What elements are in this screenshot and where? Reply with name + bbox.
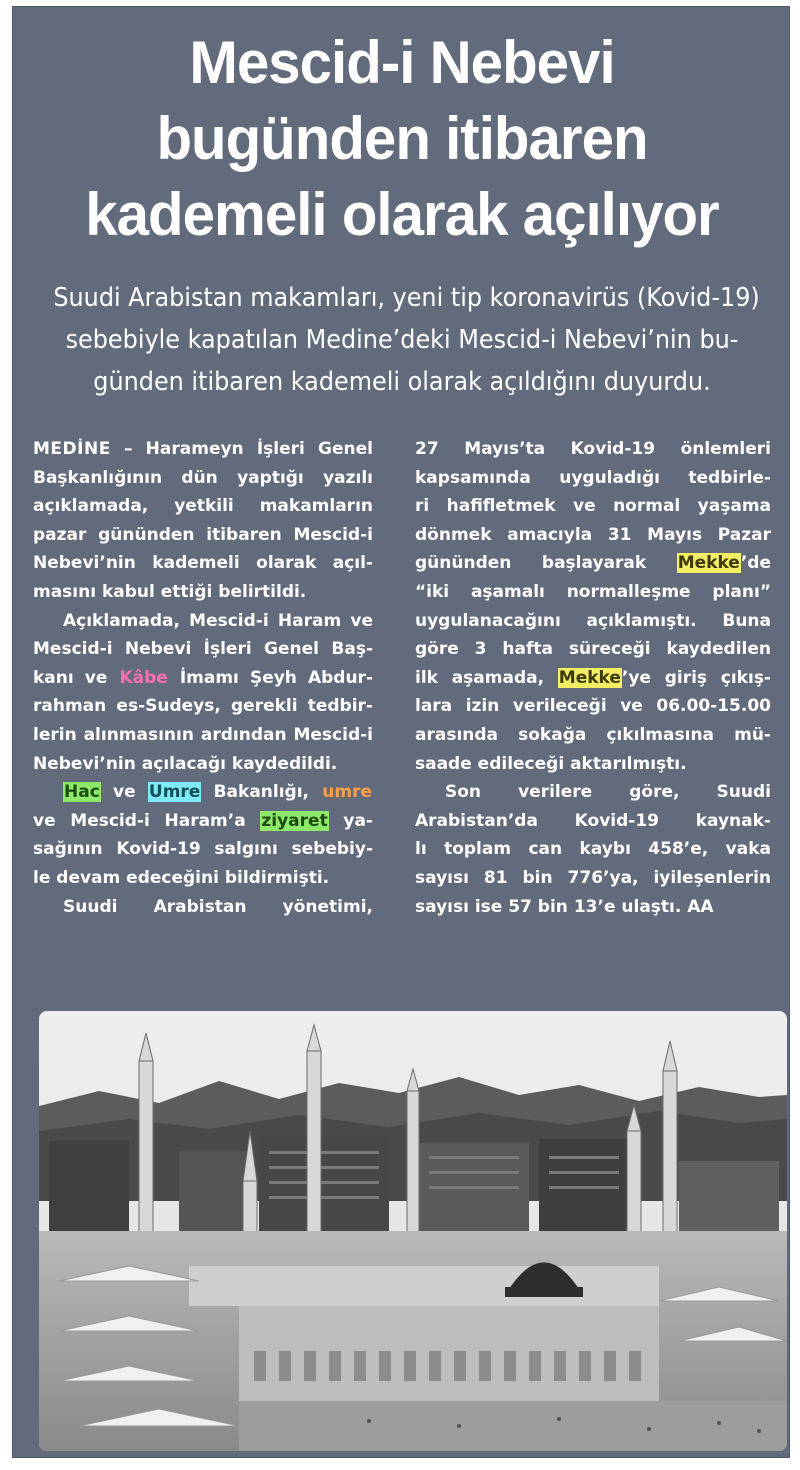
text-line: lara izin verileceği ve 06.00-15.00: [415, 696, 771, 717]
text-line: Arabistan’da Kovid-19 kaynak-: [415, 810, 771, 831]
text-line: dönmek amacıyla 31 Mayıs Pazar: [415, 524, 771, 545]
text-line: [33, 435, 373, 464]
text-fragment: ’de: [740, 553, 771, 574]
text-line: Nebevi’nin açılacağı kaydedildi.: [33, 753, 338, 774]
keyword-link-hac[interactable]: Hac: [64, 782, 100, 803]
text-line: Son verilere göre, Suudi: [445, 782, 771, 803]
dateline: MEDİNE: [33, 439, 111, 459]
text-fragment: – Harameyn İşleri Genel: [110, 439, 373, 459]
mosque-photo: [39, 1011, 787, 1451]
headline: [25, 25, 780, 253]
text-fragment: ve: [100, 782, 148, 803]
text-line: lı toplam can kaybı 458’e, vaka: [415, 839, 771, 860]
text-fragment: ’ye giriş çıkış-: [621, 667, 771, 688]
text-line: sağının Kovid-19 salgını sebebiy-: [33, 839, 373, 860]
subtitle-line-3: günden itibaren kademeli olarak açıldığını duyurdu.: [93, 367, 711, 397]
text-line: le devam edeceğini bildirmişti.: [33, 867, 330, 888]
text-fragment: Bakanlığı,: [201, 782, 322, 803]
text-line: rahman es-Sudeys, gerekli tedbir-: [33, 696, 373, 717]
text-line: “iki aşamalı normalleşme planı”: [415, 581, 771, 602]
text-line: sayısı ise 57 bin 13’e ulaştı. AA: [415, 896, 714, 917]
keyword-link-umre[interactable]: Umre: [148, 782, 201, 803]
text-line: [33, 778, 373, 807]
text-line: Suudi Arabistan yönetimi,: [63, 896, 373, 917]
text-line: [33, 807, 373, 836]
text-fragment: ve Mescid-i Haram’a: [33, 810, 261, 831]
text-line: uygulanacağını açıklamıştı. Buna: [415, 610, 771, 631]
text-fragment: ya-: [328, 810, 373, 831]
keyword-link-mekke[interactable]: Mekke: [677, 553, 740, 574]
text-line: saade edileceği aktarılmıştı.: [415, 753, 687, 774]
text-line: açıklamada, yetkili makamların: [33, 496, 373, 517]
subtitle: [53, 277, 760, 403]
text-line: [33, 664, 373, 693]
text-line: sayısı 81 bin 776’ya, iyileşenlerin: [415, 867, 771, 888]
text-line: [415, 664, 771, 693]
keyword-link-kabe[interactable]: Kâbe: [119, 667, 168, 688]
text-line: pazar gününden itibaren Mescid-i: [33, 524, 373, 545]
text-line: arasında sokağa çıkılmasına mü-: [415, 724, 771, 745]
text-line: ri hafifletmek ve normal yaşama: [415, 496, 771, 517]
news-panel: [12, 6, 790, 1458]
headline-line-2: bugünden itibaren: [156, 105, 648, 172]
text-line: göre 3 hafta süreceği kaydedilen: [415, 639, 771, 660]
text-fragment: gününden başlayarak: [415, 553, 677, 574]
text-line: Açıklamada, Mescid-i Haram ve: [63, 610, 373, 631]
article-column-right: [415, 435, 771, 921]
text-line: kapsamında uyguladığı tedbirle-: [415, 467, 771, 488]
text-line: Mescid-i Nebevi İşleri Genel Baş-: [33, 639, 373, 660]
text-line: Başkanlığının dün yaptığı yazılı: [33, 467, 373, 488]
text-fragment: ilk aşamada,: [415, 667, 558, 688]
keyword-link-mekke-2[interactable]: Mekke: [558, 667, 621, 688]
subtitle-line-2: sebebiyle kapatılan Medine’deki Mescid-i Nebevi’nin bu-: [65, 325, 739, 355]
text-line: 27 Mayıs’ta Kovid-19 önlemleri: [415, 439, 771, 459]
article-column-left: [33, 435, 373, 921]
headline-line-1: Mescid-i Nebevi: [189, 29, 615, 96]
headline-line-3: kademeli olarak açılıyor: [85, 181, 719, 248]
text-line: masını kabul ettiği belirtildi.: [33, 581, 307, 602]
mosque-illustration: [39, 1011, 787, 1451]
keyword-link-ziyaret[interactable]: ziyaret: [261, 810, 328, 831]
text-line: [415, 549, 771, 578]
keyword-link-umre-2[interactable]: umre: [322, 782, 372, 803]
subtitle-line-1: Suudi Arabistan makamları, yeni tip koronavirüs (Kovid-19): [53, 283, 760, 313]
text-fragment: İmamı Şeyh Abdur-: [168, 667, 373, 688]
text-fragment: kanı ve: [33, 667, 119, 688]
text-line: lerin alınmasının ardından Mescid-i: [33, 724, 373, 745]
text-line: Nebevi’nin kademeli olarak açıl-: [33, 553, 373, 574]
